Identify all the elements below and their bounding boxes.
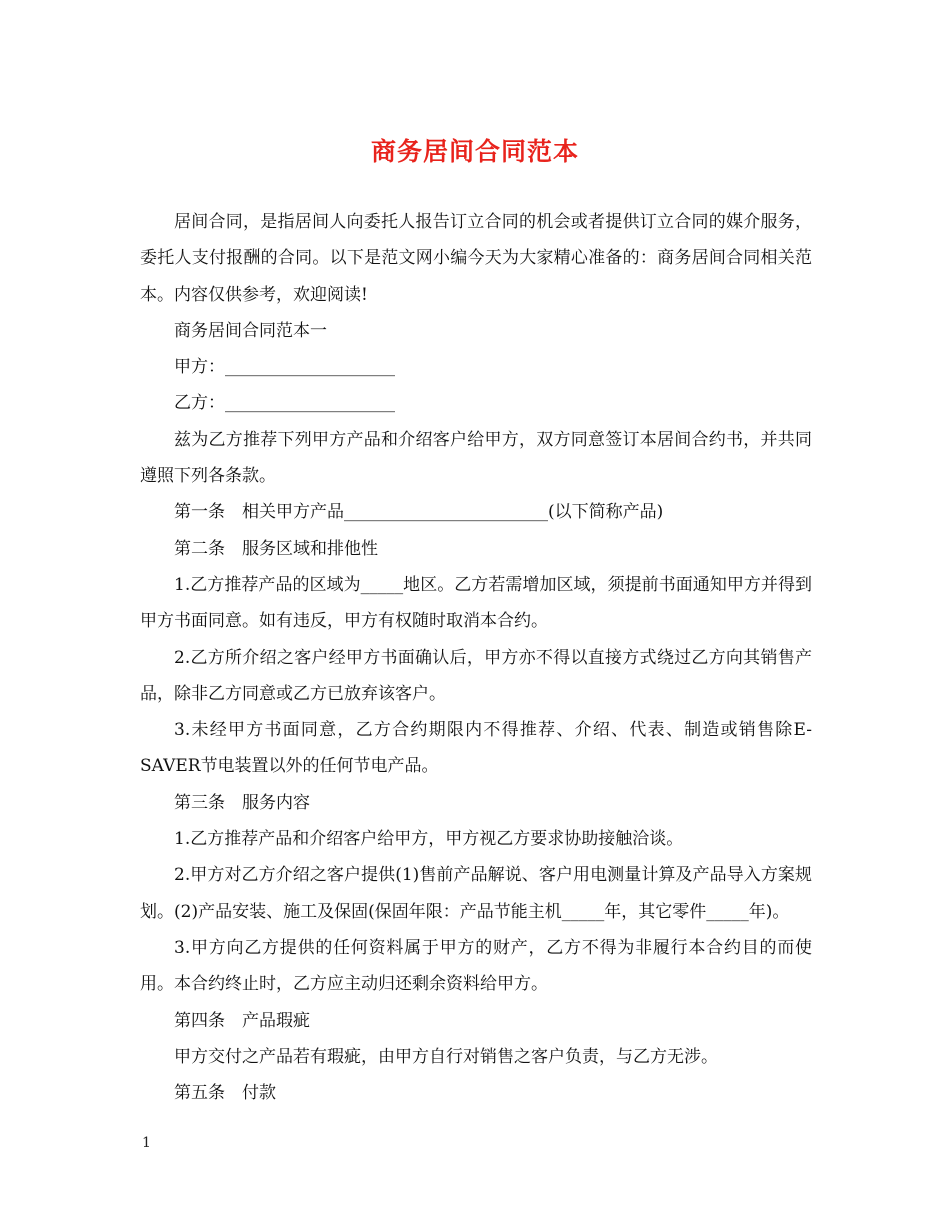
article-3-clause-1: 1.乙方推荐产品和介绍客户给甲方，甲方视乙方要求协助接触洽谈。 <box>174 829 684 850</box>
article-3-clause-3: 3.甲方向乙方提供的任何资料属于甲方的财产，乙方不得为非履行本合约目的而使用。本合约终止时，乙方应主动归还剩余资料给甲方。 <box>140 937 812 995</box>
preamble-paragraph: 兹为乙方推荐下列甲方产品和介绍客户给甲方，双方同意签订本居间合约书，并共同遵照下列各条款。 <box>140 429 812 487</box>
party-a-line: 甲方：____________________ <box>174 357 395 378</box>
article-2-clause-1: 1.乙方推荐产品的区域为_____地区。乙方若需增加区域，须提前书面通知甲方并得到甲方书面同意。如有违反，甲方有权随时取消本合约。 <box>140 574 812 632</box>
article-4-clause: 甲方交付之产品若有瑕疵，由甲方自行对销售之客户负责，与乙方无涉。 <box>174 1046 718 1067</box>
document-body <box>140 204 812 1111</box>
article-5-heading: 第五条 付款 <box>174 1083 276 1104</box>
article-3-heading: 第三条 服务内容 <box>174 792 310 813</box>
page-number: 1 <box>142 1135 151 1151</box>
article-1-heading: 第一条 相关甲方产品________________________(以下简称产品) <box>174 502 664 523</box>
article-3-clause-2: 2.甲方对乙方介绍之客户提供(1)售前产品解说、客户用电测量计算及产品导入方案规划。(2)产品安装、施工及保固(保固年限：产品节能主机_____年，其它零件_____年)。 <box>140 865 812 922</box>
section-heading: 商务居间合同范本一 <box>174 320 327 341</box>
party-b-line: 乙方：____________________ <box>174 393 395 414</box>
article-2-clause-2: 2.乙方所介绍之客户经甲方书面确认后，甲方亦不得以直接方式绕过乙方向其销售产品，除非乙方同意或乙方已放弃该客户。 <box>140 647 812 704</box>
article-2-heading: 第二条 服务区域和排他性 <box>174 538 378 559</box>
article-2-clause-3: 3.未经甲方书面同意，乙方合约期限内不得推荐、介绍、代表、制造或销售除E-SAVER节电装置以外的任何节电产品。 <box>140 720 812 777</box>
article-4-heading: 第四条 产品瑕疵 <box>174 1010 310 1031</box>
intro-paragraph: 居间合同，是指居间人向委托人报告订立合同的机会或者提供订立合同的媒介服务，委托人支付报酬的合同。以下是范文网小编今天为大家精心准备的：商务居间合同相关范本。内容仅供参考，欢迎阅读! <box>140 212 812 305</box>
document-title: 商务居间合同范本 <box>370 137 579 166</box>
